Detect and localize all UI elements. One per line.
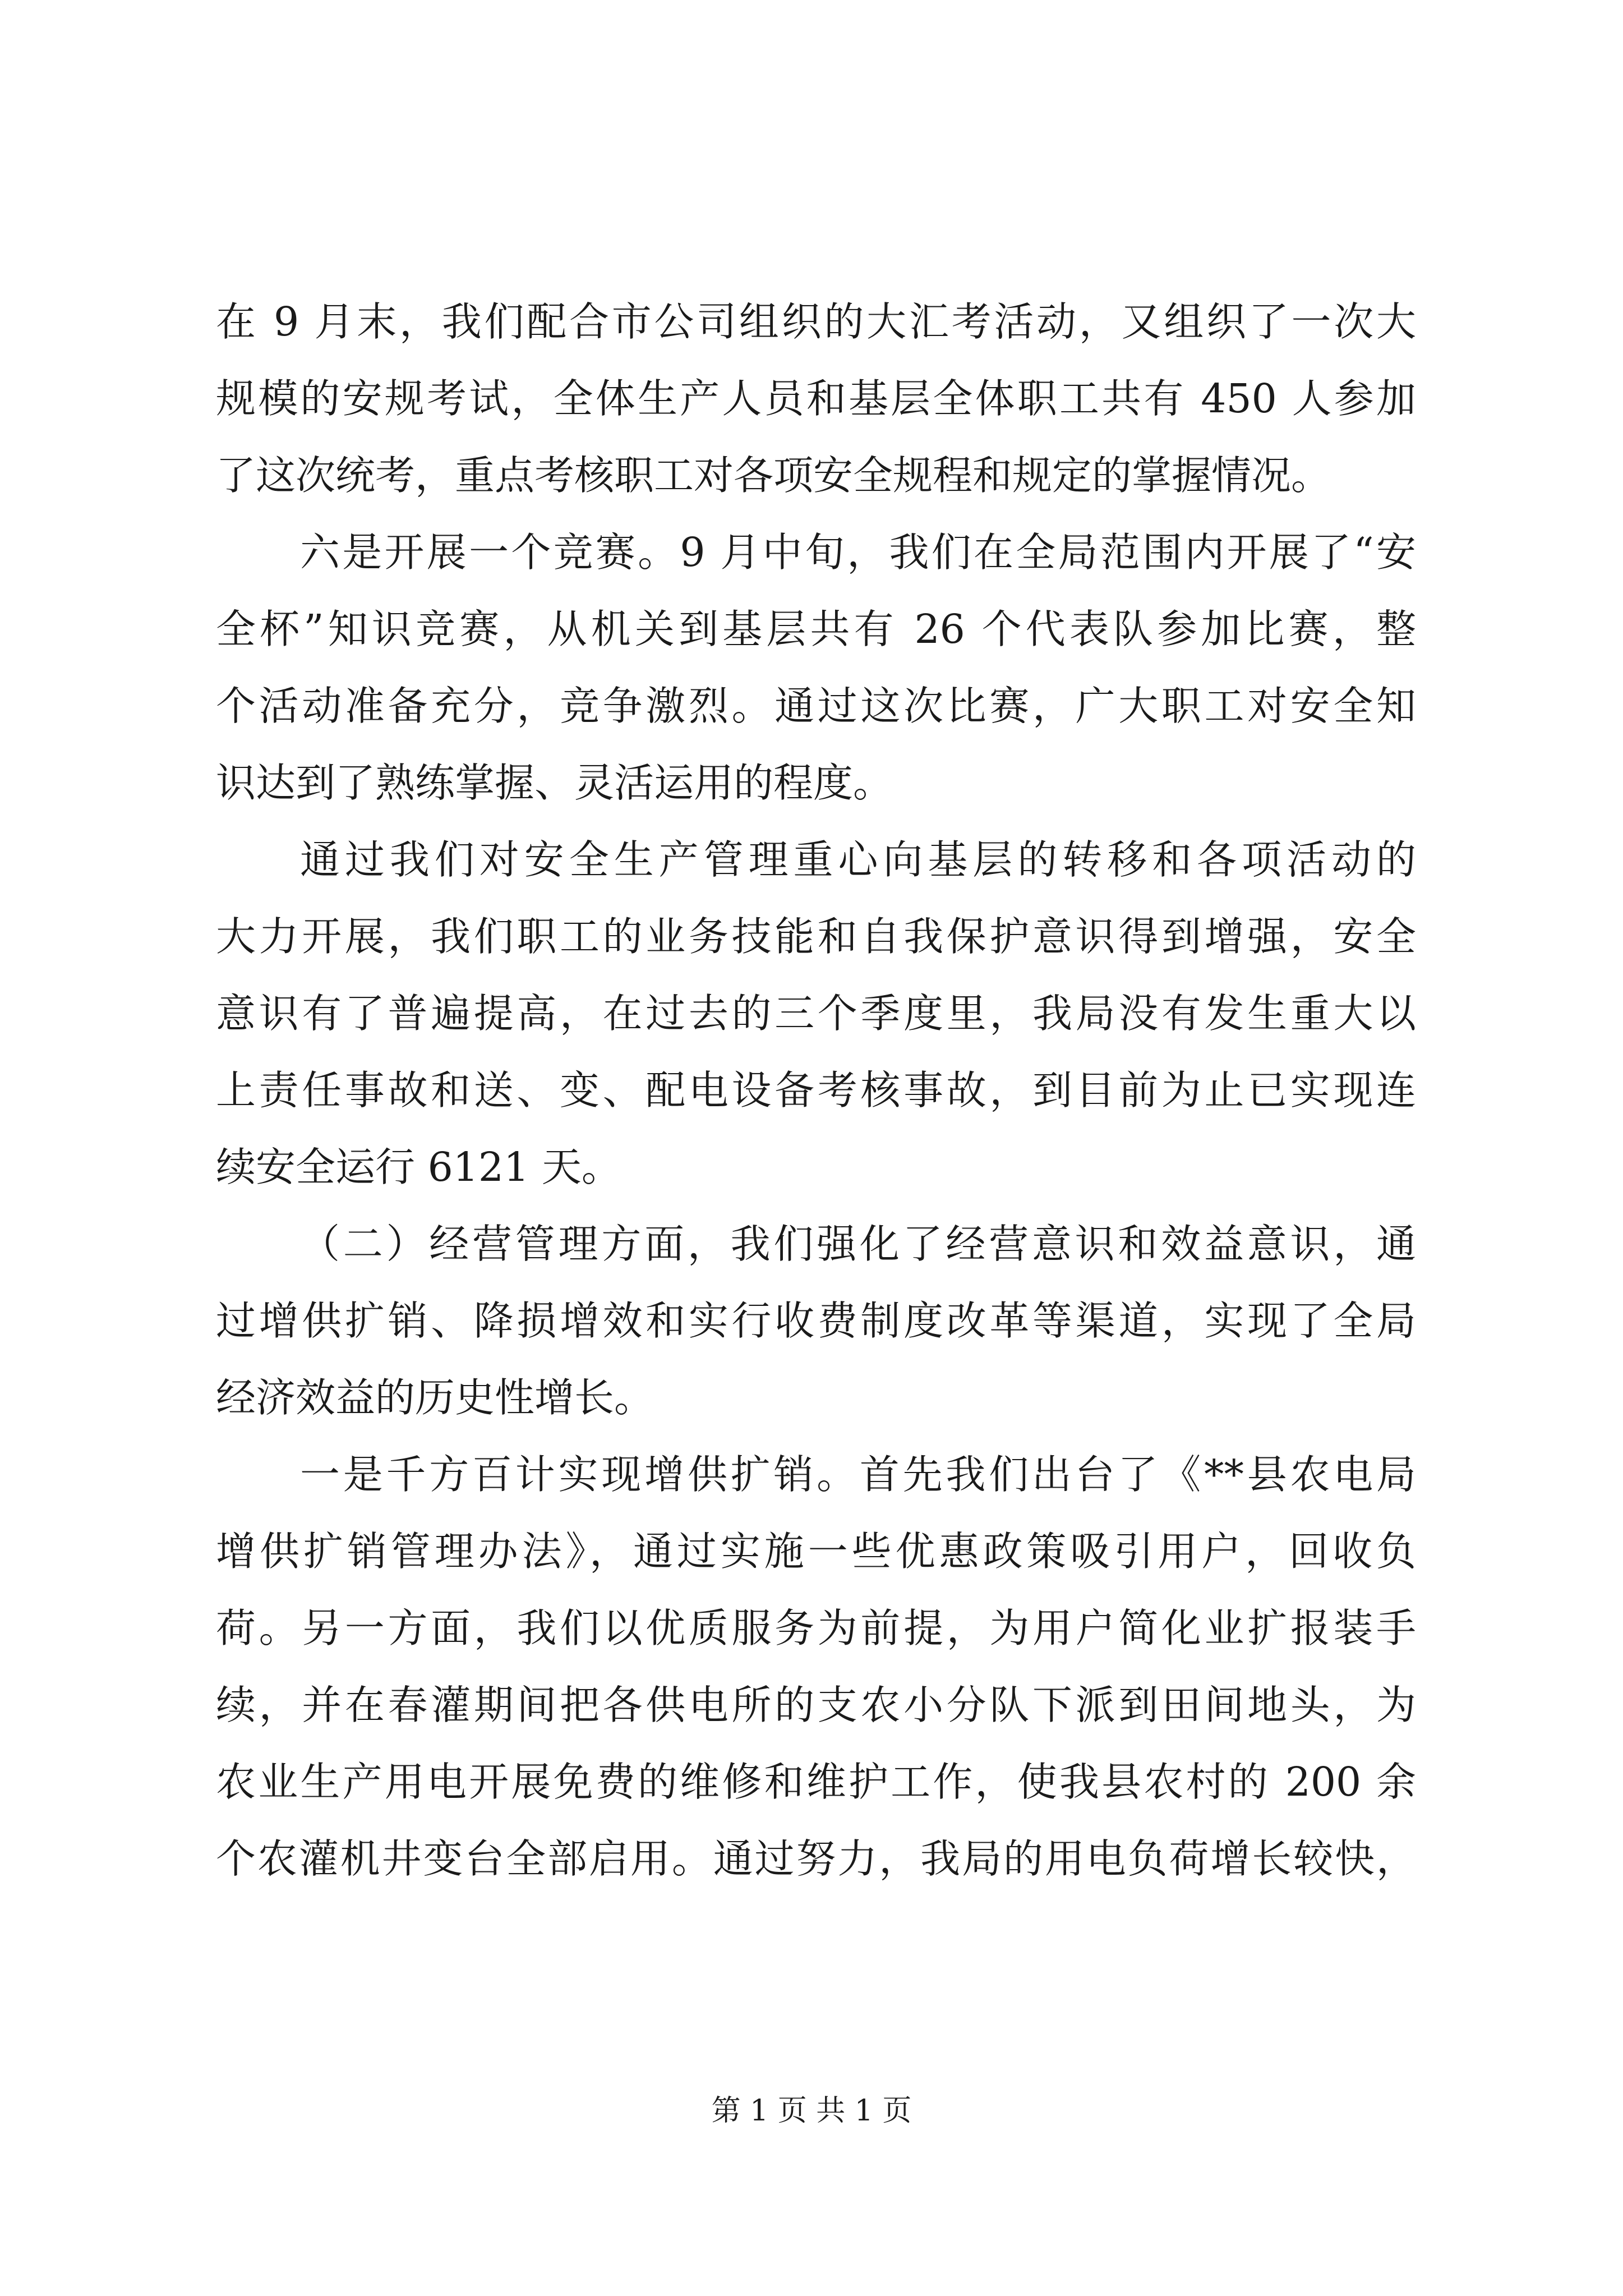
text-line: 六是开展一个竞赛。9 月中旬，我们在全局范围内开展了“安 — [300, 529, 1416, 576]
text-line: 了这次统考，重点考核职工对各项安全规程和规定的掌握情况。 — [216, 452, 1331, 499]
page-number: 第 1 页 共 1 页 — [711, 2094, 912, 2128]
text-line: 个活动准备充分，竞争激烈。通过这次比赛，广大职工对安全知 — [216, 683, 1416, 729]
text-line: （二）经营管理方面，我们强化了经营意识和效益意识，通 — [300, 1221, 1416, 1267]
text-line: 识达到了熟练掌握、灵活运用的程度。 — [216, 760, 893, 806]
text-line: 续，并在春灌期间把各供电所的支农小分队下派到田间地头，为 — [216, 1682, 1416, 1728]
page-footer — [0, 2087, 1623, 2129]
text-line: 增供扩销管理办法》，通过实施一些优惠政策吸引用户，回收负 — [216, 1528, 1416, 1575]
text-line: 一是千方百计实现增供扩销。首先我们出台了《**县农电局 — [300, 1451, 1416, 1498]
text-line: 荷。另一方面，我们以优质服务为前提，为用户简化业扩报装手 — [216, 1605, 1416, 1651]
text-line: 经济效益的历史性增长。 — [216, 1374, 654, 1421]
text-line: 上责任事故和送、变、配电设备考核事故，到目前为止已实现连 — [216, 1067, 1416, 1114]
text-line: 续安全运行 6121 天。 — [216, 1144, 621, 1190]
text-line: 过增供扩销、降损增效和实行收费制度改革等渠道，实现了全局 — [216, 1297, 1416, 1344]
text-line: 个农灌机井变台全部启用。通过努力，我局的用电负荷增长较快， — [216, 1835, 1416, 1882]
text-line: 大力开展，我们职工的业务技能和自我保护意识得到增强，安全 — [216, 913, 1416, 960]
text-line: 规模的安规考试，全体生产人员和基层全体职工共有 450 人参加 — [216, 375, 1416, 422]
text-line: 意识有了普遍提高，在过去的三个季度里，我局没有发生重大以 — [216, 990, 1416, 1037]
text-line: 通过我们对安全生产管理重心向基层的转移和各项活动的 — [300, 836, 1416, 883]
document-body — [216, 283, 1416, 1897]
text-line: 在 9 月末，我们配合市公司组织的大汇考活动，又组织了一次大 — [216, 298, 1416, 345]
text-line: 全杯”知识竞赛，从机关到基层共有 26 个代表队参加比赛，整 — [216, 606, 1416, 652]
text-line: 农业生产用电开展免费的维修和维护工作，使我县农村的 200 余 — [216, 1759, 1416, 1805]
